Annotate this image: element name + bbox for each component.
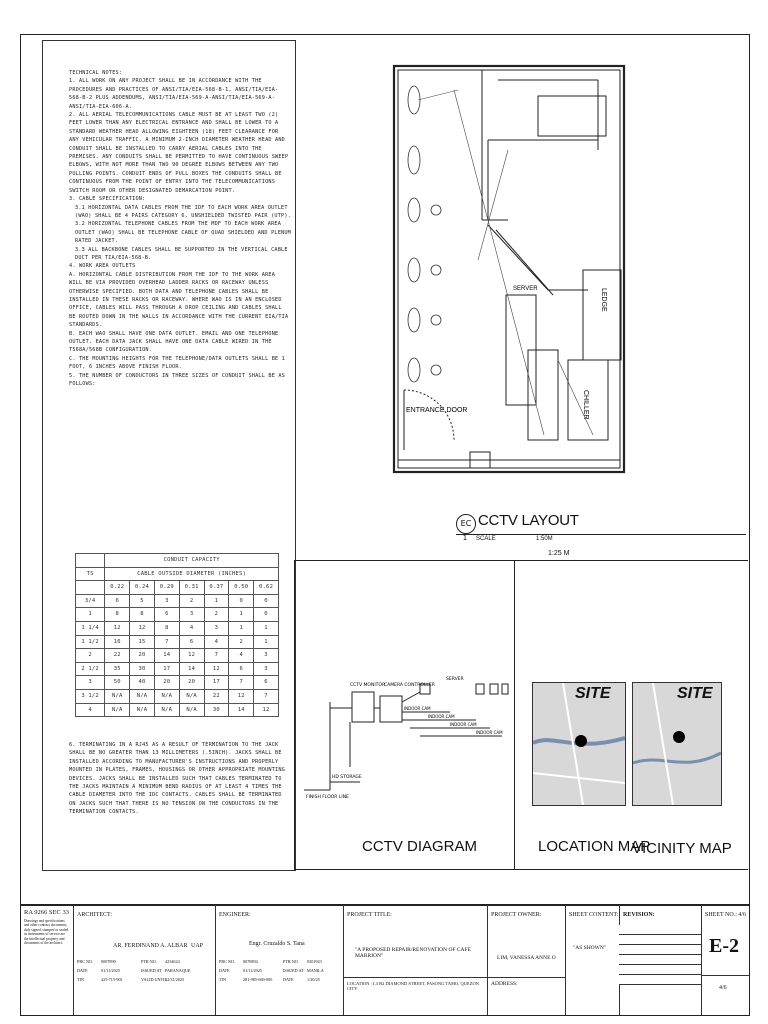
table-row: [76, 649, 279, 663]
table-cell: 30: [204, 703, 229, 717]
table-cell: 3: [76, 676, 105, 690]
table-cell: 7: [154, 635, 179, 649]
notes-footer: 6. TERMINATING IN A RJ45 AS A RESULT OF TERMINATION TO THE JACK SHALL BE NO GREATER THAN 13 MILLIMETERS (.5INCH). JACKS SHALL BE INSTALLED ACCORDING TO MANUFACTURER'S INSTRUCTIONS AND PROPERLY MOUNTED IN PLATES, FRAMES, HOUSINGS OR OTHER APPROPRIATE MOUNTING DEVICES. JACKS SHALL BE INSTALLED SUCH THAT CABLES TERMINATED TO THE JACKS MAINTAIN A MINIMUM BEND RADIUS OF AT LEAST 4 TIMES THE CABLE DIAMETER INTO THE IDC CONTACTS. CABLES SHALL BE TERMINATED ON JACKS SUCH THAT THERE IS NO TENSION ON THE CONDUCTORS IN THE TERMINATION CONTACTS.: [69, 742, 286, 816]
table-cell: 6: [154, 608, 179, 622]
table-cell: 4: [179, 621, 204, 635]
table-cell: 35: [105, 662, 130, 676]
ledge-label: LEDGE: [600, 288, 607, 312]
project-title: "A PROPOSED REPAIR/RENOVATION OF CAFE MARRION": [355, 947, 471, 959]
table-cell: 1: [254, 635, 279, 649]
sheet-no-cell: [701, 905, 749, 1015]
table-cell: 0: [229, 594, 254, 608]
cctv-layout-badge: EC: [456, 514, 476, 534]
field-label: PRC NO.: [219, 959, 236, 964]
owner-header: PROJECT OWNER:: [491, 912, 542, 918]
chiller-label: CHILLER: [582, 390, 589, 420]
table-subheader: CABLE OUTSIDE DIAMETER (INCHES): [105, 567, 279, 581]
table-cell: 8: [154, 621, 179, 635]
table-cell: 1: [229, 621, 254, 635]
panel-divider-mid: [514, 560, 515, 869]
table-cell: 12: [179, 649, 204, 663]
architect-suffix: UAP: [191, 943, 204, 949]
field-value: 12/31/2025: [165, 977, 185, 982]
field-value: 1/20/25: [307, 977, 320, 982]
table-cell: 22: [105, 649, 130, 663]
location-map-title: LOCATION MAP: [538, 838, 651, 855]
revision-cell: [619, 905, 702, 1015]
table-cell: 12: [229, 689, 254, 703]
table-cell: 1: [76, 608, 105, 622]
diagram-floor-label: FINISH FLOOR LINE: [306, 795, 349, 800]
engineer-header: ENGINEER:: [219, 912, 251, 918]
server-label: SERVER: [513, 286, 538, 292]
table-cell: 4: [204, 635, 229, 649]
location-map: [532, 682, 626, 806]
technical-notes: [42, 40, 296, 871]
table-cell: [76, 554, 105, 568]
site-marker-icon: [575, 735, 587, 747]
table-cell: N/A: [130, 703, 155, 717]
sheet-content-cell: [565, 905, 620, 1015]
entrance-label: ENTRANCE DOOR: [406, 407, 468, 414]
table-row: [76, 594, 279, 608]
cctv-layout-title: CCTV LAYOUT: [478, 512, 579, 529]
table-cell: 2: [204, 608, 229, 622]
note-item: 3.2 HORIZONTAL TELEPHONE CABLES FROM THE MDF TO EACH WORK AREA OUTLET (WAO) SHALL BE TELEPHONE CABLE OF QUAD SHIELDED AND PLENUM RATED JACKET.: [75, 221, 292, 245]
table-cell: 3/4: [76, 594, 105, 608]
project-cell: [343, 905, 488, 1015]
table-cell: 20: [154, 676, 179, 690]
table-cell: 3: [204, 621, 229, 635]
table-row: [76, 689, 279, 703]
note-item: 4. WORK AREA OUTLETS: [69, 263, 136, 270]
note-item: 3.3 ALL BACKBONE CABLES SHALL BE SUPPORTED IN THE VERTICAL CABLE DUCT PER TIA/EIA-568-B.: [75, 246, 288, 261]
field-label: TIN: [77, 977, 84, 982]
notes-heading: TECHNICAL NOTES:: [69, 70, 123, 76]
cctv-diagram-title: CCTV DIAGRAM: [362, 838, 478, 855]
table-header: TS: [76, 567, 105, 581]
table-cell: 2: [229, 635, 254, 649]
table-col-header: 0.62: [254, 581, 279, 595]
project-location: LOCATION : L3 B2 DIAMOND STREET, PASONG TAMO, QUEZON CITY: [347, 981, 480, 991]
field-label: VALID UNTIL: [141, 977, 168, 982]
note-item: 5. THE NUMBER OF CONDUCTORS IN THREE SIZES OF CONDUIT SHALL BE AS FOLLOWS:: [69, 372, 286, 388]
table-cell: 8: [105, 608, 130, 622]
table-cell: 14: [179, 662, 204, 676]
table-cell: 1: [229, 608, 254, 622]
table-cell: 2: [179, 594, 204, 608]
table-row: [76, 608, 279, 622]
table-cell: 1 1/2: [76, 635, 105, 649]
field-label: PTR NO.: [141, 959, 157, 964]
ra-text: Drawings and specifications and other contract documents, duly signed, stamped or sealed as instruments of service are the intellectual property and documents of the architect.: [24, 919, 69, 946]
field-label: ISSUED AT: [283, 968, 304, 973]
diagram-cam-4: INDOOR CAM: [476, 730, 503, 735]
table-cell: 3: [254, 649, 279, 663]
field-label: DATE: [219, 968, 230, 973]
table-cell: 12: [204, 662, 229, 676]
diagram-monitor-label: CCTV MONITOR: [350, 683, 386, 688]
table-cell: 6: [254, 676, 279, 690]
table-cell: 7: [229, 676, 254, 690]
field-value: 425-715-901: [101, 977, 123, 982]
note-item: C. THE MOUNTING HEIGHTS FOR THE TELEPHONE/DATA OUTLETS SHALL BE 1 FOOT, 6 INCHES ABOVE FINISH FLOOR.: [69, 355, 286, 371]
table-col-header: 0.22: [105, 581, 130, 595]
diagram-cam-3: INDOOR CAM: [450, 722, 477, 727]
table-cell: 0: [254, 594, 279, 608]
table-cell: 8: [130, 608, 155, 622]
vicinity-map-title: VICINITY MAP: [632, 840, 732, 857]
notes-list: [69, 77, 291, 388]
sheet-no-value: 4/6: [738, 912, 747, 918]
engineer-name: Engr. Cruzaldo S. Tana: [249, 941, 305, 947]
site-marker-icon: [673, 731, 685, 743]
note-item: B. EACH WAO SHALL HAVE ONE DATA OUTLET. EMAIL AND ONE TELEPHONE OUTLET. EACH DATA JACK SHALL HAVE ONE DATA CABLE WIRED IN THE T568A/568B CONFIGURATION.: [69, 330, 279, 354]
field-value: MANILA: [307, 968, 324, 973]
architect-name: AR. FERDINAND A. ALBAR: [113, 943, 188, 949]
field-value: 01/11/2025: [101, 968, 120, 973]
table-cell: 6: [229, 662, 254, 676]
architect-cell: [73, 905, 216, 1015]
panel-divider-bottom: [294, 869, 748, 870]
table-cell: N/A: [179, 689, 204, 703]
project-header: PROJECT TITLE:: [347, 912, 392, 918]
table-cell: N/A: [130, 689, 155, 703]
table-cell: 1 1/4: [76, 621, 105, 635]
cctv-diagram: [300, 672, 512, 802]
note-item: 1. ALL WORK ON ANY PROJECT SHALL BE IN ACCORDANCE WITH THE PROCEDURES AND PRACTICES OF ANSI/TIA/EIA-568-B-1, ANSI/TIA/EIA-568-B-2 PLUS ADDENDUMS, ANSI/TIA/EIA-569-A-ANSI/TIA/EIA-569-A-ANSI/TIA-EIA-606-A.: [69, 78, 279, 110]
table-cell: 12: [130, 621, 155, 635]
table-cell: 0: [254, 608, 279, 622]
table-cell: 16: [105, 635, 130, 649]
table-cell: 14: [154, 649, 179, 663]
diagram-server-label: SERVER: [446, 677, 464, 682]
table-cell: 20: [130, 649, 155, 663]
field-label: PTR NO.: [283, 959, 299, 964]
table-cell: 40: [130, 676, 155, 690]
cctv-layout-badge-number: 1: [462, 534, 468, 542]
table-cell: 22: [204, 689, 229, 703]
diagram-cam-2: INDOOR CAM: [428, 714, 455, 719]
note-item: 2. ALL AERIAL TELECOMMUNICATIONS CABLE MUST BE AT LEAST TWO (2) FEET LOWER THAN ANY ELECTRICAL ENTRANCE AND SHALL BE LOWER TO A STANDARD WEATHER HEAD ALLOWING EIGHTEEN (18) FEET CLEARANCE FOR ANY VEHICULAR TRAFFIC. A MINIMUM 2-INCH DIAMETER WEATHER HEAD AND CONDUIT SHALL BE INSTALLED TO CARRY AERIAL CABLES INTO THE PREMISES. ANY CONDUITS SHALL BE PERMITTED TO HAVE CONTINUOUS SWEEP ELBOWS, WITH NOT MORE THAN TWO 90 DEGREE ELBOWS BETWEEN ANY TWO PULLING POINTS. CONDUIT ENDS OF PULL BOXES THE CONDUITS SHALL BE CONTINUOUS FROM THE POINT OF ENTRY INTO THE TELECOMMUNICATIONS SWITCH ROOM OR OTHER DESIGNATED DEMARCATION POINT.: [69, 112, 289, 194]
conduit-capacity-table: [75, 553, 279, 717]
table-title: CONDUIT CAPACITY: [105, 554, 279, 568]
table-col-header: 0.29: [154, 581, 179, 595]
sheet-code: E-2: [709, 935, 739, 957]
table-cell: 1: [204, 594, 229, 608]
table-cell: 3: [179, 608, 204, 622]
table-cell: 7: [254, 689, 279, 703]
field-value: 0007890: [101, 959, 116, 964]
table-cell: 6: [105, 594, 130, 608]
cctv-layout-title-block: [456, 512, 746, 564]
sheet-content-header: SHEET CONTENT:: [569, 912, 619, 918]
sheet-content-value: "AS SHOWN": [573, 945, 607, 951]
field-value: 4234624: [165, 959, 180, 964]
table-cell: [76, 581, 105, 595]
table-cell: 3: [254, 662, 279, 676]
field-label: DATE: [283, 977, 294, 982]
vicinity-map: [632, 682, 722, 806]
sheet-no-bottom: 4/6: [719, 985, 727, 991]
note-item: A. HORIZONTAL CABLE DISTRIBUTION FROM THE IDF TO THE WORK AREA WILL BE VIA PROVIDED OVERHEAD LADDER RACKS OR RACEWAY UNLESS OTHERWISE SPECIFIED. BOTH DATA AND TELEPHONE CABLES SHALL BE INSTALLED IN THESE RACKS OR RACEWAY. WHERE WAO IS IN AN ENCLOSED OFFICE, CABLES WILL PASS THROUGH A DROP CEILING AND CABLES SHALL BE ROUTED DOWN IN THE WALLS IN ACCORDANCE WITH THE CURRENT EIA/TIA STANDARDS.: [69, 271, 289, 329]
table-cell: N/A: [105, 689, 130, 703]
table-cell: 12: [254, 703, 279, 717]
scale-label: SCALE: [476, 536, 496, 542]
field-label: PRC NO.: [77, 959, 94, 964]
table-cell: 2: [76, 649, 105, 663]
table-cell: 20: [179, 676, 204, 690]
table-cell: 15: [130, 635, 155, 649]
architect-header: ARCHITECT:: [77, 912, 113, 918]
vicinity-site-label: SITE: [677, 685, 713, 702]
field-value: 0301943: [307, 959, 322, 964]
table-row: [76, 635, 279, 649]
table-cell: 14: [229, 703, 254, 717]
table-cell: N/A: [154, 689, 179, 703]
table-row: [76, 662, 279, 676]
table-cell: 6: [179, 635, 204, 649]
table-cell: 12: [105, 621, 130, 635]
cctv-floorplan: [388, 60, 628, 480]
table-cell: 3: [154, 594, 179, 608]
table-cell: 5: [130, 594, 155, 608]
note-item: 3.1 HORIZONTAL DATA CABLES FROM THE IDF TO EACH WORK AREA OUTLET (WAO) SHALL BE 4 PAIRS CATEGORY 6, UNSHIELDED TWISTED PAIR (UTP).: [75, 204, 292, 219]
sheet-ref: 1:25 M: [548, 550, 570, 557]
field-value: 0070894: [243, 959, 258, 964]
field-label: DATE: [77, 968, 88, 973]
address-header: ADDRESS:: [491, 981, 518, 987]
table-row: [76, 703, 279, 717]
field-value: PARANAQUE: [165, 968, 191, 973]
panel-divider-left: [294, 560, 295, 869]
diagram-storage-label: HD STORAGE: [332, 775, 362, 780]
engineer-cell: [215, 905, 344, 1015]
table-cell: 3 1/2: [76, 689, 105, 703]
table-cell: 1: [254, 621, 279, 635]
table-cell: N/A: [105, 703, 130, 717]
ra-cell: [21, 905, 74, 1015]
ra-label: RA 9266 SEC 33: [24, 909, 69, 916]
diagram-cam-1: INDOOR CAM: [404, 706, 431, 711]
title-block: [20, 904, 750, 1016]
scale-value: 1:50M: [536, 536, 553, 542]
note-item: 3. CABLE SPECIFICATION:: [69, 196, 146, 203]
table-cell: 30: [130, 662, 155, 676]
table-col-header: 0.50: [229, 581, 254, 595]
sheet-no-header: SHEET NO.: 4/6: [705, 912, 747, 918]
field-value: 01/11/2025: [243, 968, 262, 973]
field-label: ISSUED AT: [141, 968, 162, 973]
owner-name: LIM, VANESSA ANNE O: [497, 955, 556, 961]
owner-cell: [487, 905, 566, 1015]
table-cell: N/A: [154, 703, 179, 717]
field-label: TIN: [219, 977, 226, 982]
table-cell: 17: [154, 662, 179, 676]
table-cell: 4: [76, 703, 105, 717]
table-col-header: 0.24: [130, 581, 155, 595]
location-site-label: SITE: [575, 685, 611, 702]
table-cell: 4: [229, 649, 254, 663]
diagram-dvr-label: CAMERA CONTROLLER: [384, 683, 435, 688]
table-cell: 7: [204, 649, 229, 663]
table-col-header: 0.37: [204, 581, 229, 595]
table-cell: 2 1/2: [76, 662, 105, 676]
table-row: [76, 676, 279, 690]
panel-divider: [294, 560, 748, 561]
table-cell: 17: [204, 676, 229, 690]
table-cell: N/A: [179, 703, 204, 717]
revision-header: REVISION:: [623, 912, 655, 918]
field-value: 281-985-669-000: [243, 977, 273, 982]
table-cell: 50: [105, 676, 130, 690]
table-col-header: 0.31: [179, 581, 204, 595]
table-row: [76, 621, 279, 635]
